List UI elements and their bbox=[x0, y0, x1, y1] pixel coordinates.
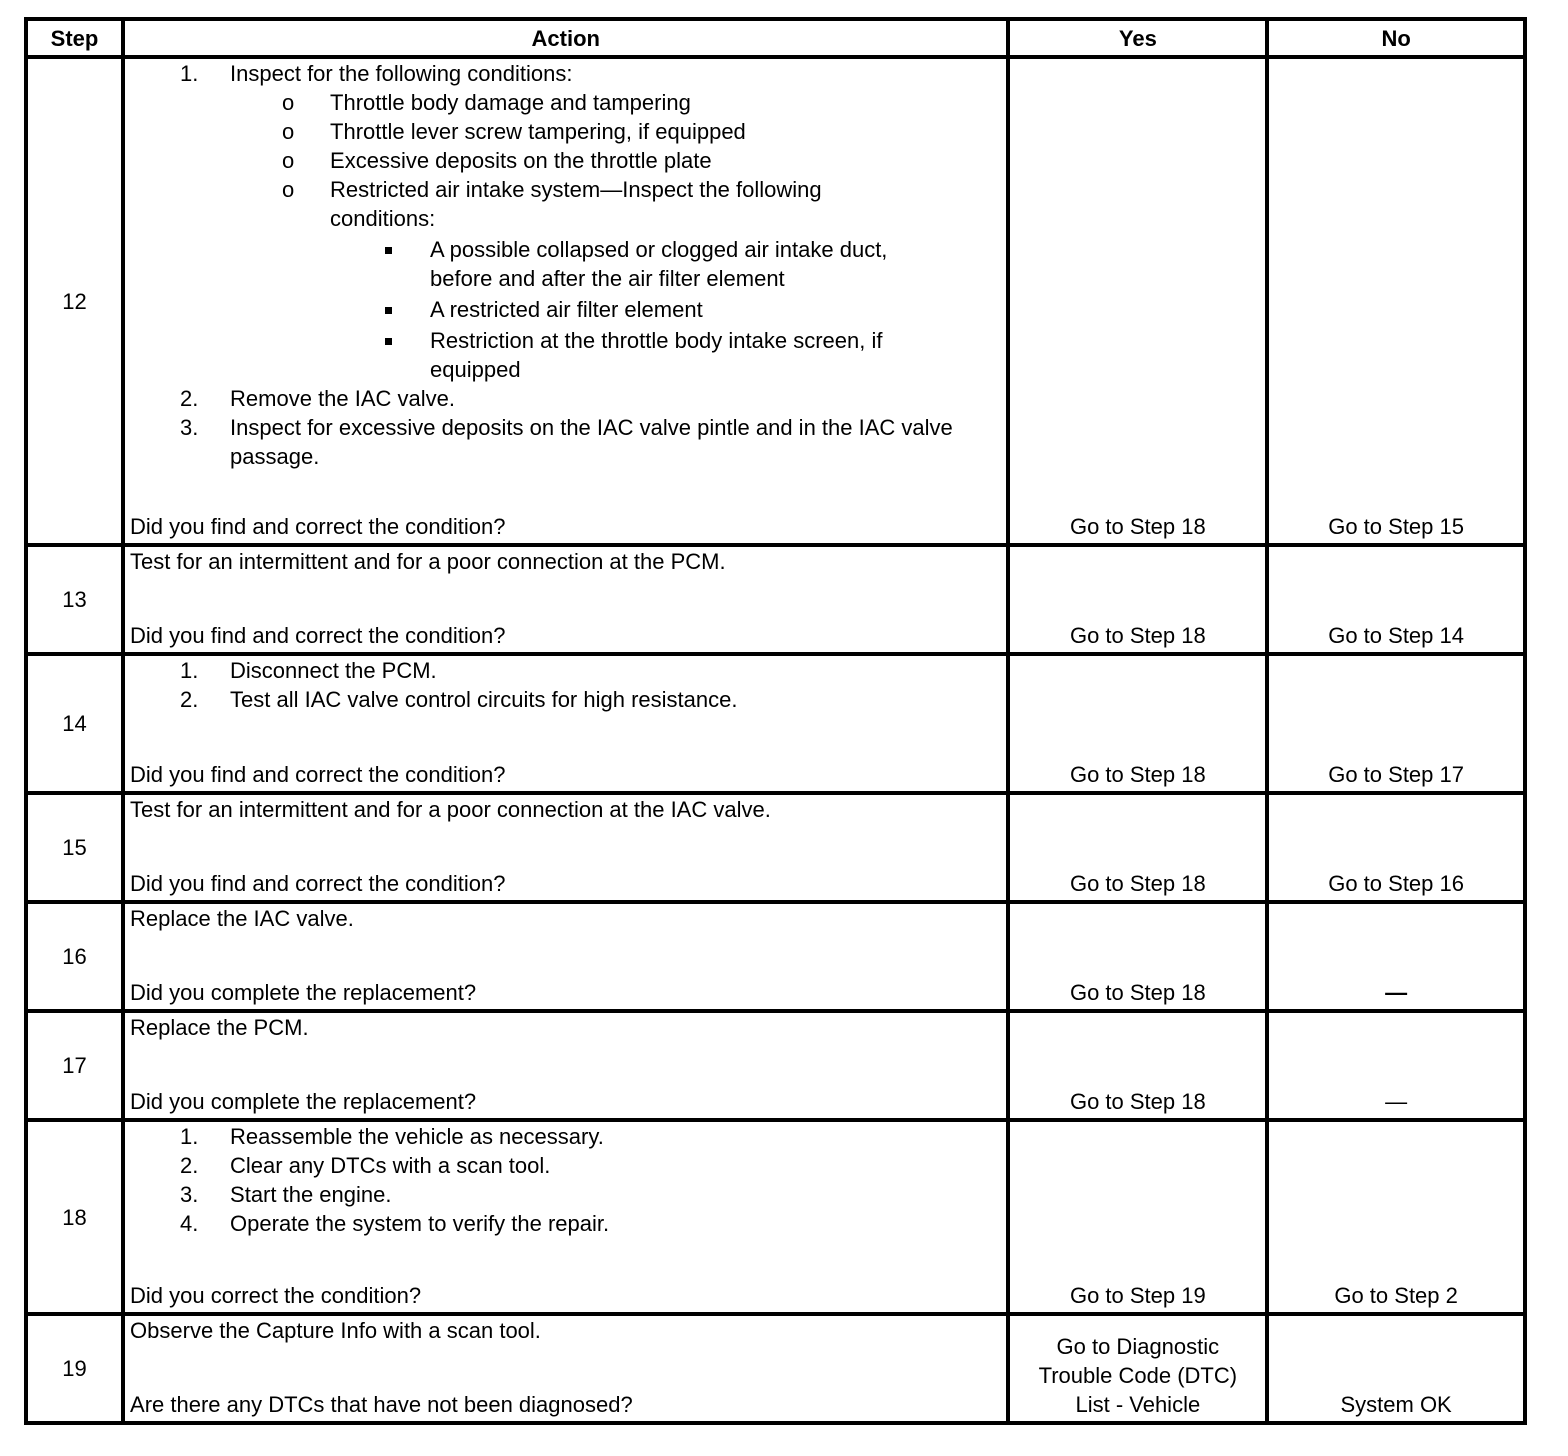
question-text: Did you find and correct the condition? bbox=[130, 762, 506, 787]
list-number: 3. bbox=[180, 415, 199, 440]
header-yes: Yes bbox=[1008, 19, 1267, 57]
list-item bbox=[130, 413, 1000, 471]
step-number: 12 bbox=[26, 57, 123, 545]
no-answer: Go to Step 2 bbox=[1267, 1120, 1525, 1314]
table-row bbox=[26, 902, 1525, 1011]
list-number: 4. bbox=[180, 1211, 199, 1236]
table-row bbox=[26, 1011, 1525, 1120]
step-number: 13 bbox=[26, 545, 123, 654]
list-item-text: Operate the system to verify the repair. bbox=[230, 1211, 610, 1236]
sub-list bbox=[130, 88, 1000, 384]
list-number: 2. bbox=[180, 386, 199, 411]
yes-answer: Go to Step 19 bbox=[1008, 1120, 1267, 1314]
step-number: 14 bbox=[26, 654, 123, 793]
header-step: Step bbox=[26, 19, 123, 57]
question-text: Did you complete the replacement? bbox=[130, 1089, 477, 1114]
no-answer: — bbox=[1267, 1011, 1525, 1120]
header-action: Action bbox=[123, 19, 1008, 57]
list-item-text: Throttle lever screw tampering, if equipped bbox=[330, 119, 746, 144]
yes-answer: Go to Step 18 bbox=[1008, 902, 1267, 1011]
action-text: Test for an intermittent and for a poor connection at the IAC valve. bbox=[130, 797, 771, 822]
list-item bbox=[130, 117, 1000, 146]
list-item-text: A possible collapsed or clogged air intake duct, before and after the air filter element bbox=[430, 237, 888, 291]
diagnostic-table bbox=[24, 17, 1527, 1425]
no-answer: System OK bbox=[1267, 1314, 1525, 1423]
action-cell bbox=[123, 902, 1008, 1011]
yes-answer: Go to Diagnostic Trouble Code (DTC) List - Vehicle bbox=[1008, 1314, 1267, 1423]
no-answer: Go to Step 17 bbox=[1267, 654, 1525, 793]
list-item-text: Reassemble the vehicle as necessary. bbox=[230, 1124, 604, 1149]
list-item-text: Clear any DTCs with a scan tool. bbox=[230, 1153, 551, 1178]
action-cell bbox=[123, 1120, 1008, 1314]
table-row bbox=[26, 1120, 1525, 1314]
yes-answer: Go to Step 18 bbox=[1008, 793, 1267, 902]
question-text: Did you complete the replacement? bbox=[130, 980, 477, 1005]
table-row bbox=[26, 793, 1525, 902]
list-item bbox=[130, 235, 910, 293]
action-cell bbox=[123, 654, 1008, 793]
numbered-list bbox=[130, 59, 1000, 471]
action-cell bbox=[123, 1314, 1008, 1423]
list-item bbox=[130, 88, 1000, 117]
table-row bbox=[26, 57, 1525, 545]
action-text: Observe the Capture Info with a scan tool. bbox=[130, 1318, 541, 1343]
numbered-list bbox=[130, 1122, 1000, 1238]
list-item-text: Restricted air intake system—Inspect the following conditions: bbox=[330, 177, 822, 231]
bullet-square-icon bbox=[385, 338, 392, 345]
list-item-text: Inspect for excessive deposits on the IAC valve pintle and in the IAC valve passage. bbox=[230, 415, 953, 469]
action-text: Test for an intermittent and for a poor connection at the PCM. bbox=[130, 549, 726, 574]
sub-sub-list bbox=[130, 235, 910, 384]
list-item-text: A restricted air filter element bbox=[430, 297, 703, 322]
action-cell bbox=[123, 545, 1008, 654]
numbered-list bbox=[130, 656, 1000, 714]
question-text: Did you find and correct the condition? bbox=[130, 623, 506, 648]
action-cell bbox=[123, 57, 1008, 545]
list-item-text: Excessive deposits on the throttle plate bbox=[330, 148, 712, 173]
bullet-circle-icon: o bbox=[282, 148, 295, 173]
step-number: 17 bbox=[26, 1011, 123, 1120]
list-item-text: Start the engine. bbox=[230, 1182, 392, 1207]
list-item bbox=[130, 175, 1000, 384]
list-number: 2. bbox=[180, 687, 199, 712]
list-item bbox=[130, 146, 1000, 175]
bullet-square-icon bbox=[385, 307, 392, 314]
list-number: 3. bbox=[180, 1182, 199, 1207]
list-item-text: Test all IAC valve control circuits for high resistance. bbox=[230, 687, 738, 712]
yes-answer: Go to Step 18 bbox=[1008, 545, 1267, 654]
list-item bbox=[130, 326, 910, 384]
step-number: 19 bbox=[26, 1314, 123, 1423]
question-text: Did you find and correct the condition? bbox=[130, 871, 506, 896]
list-number: 1. bbox=[180, 658, 199, 683]
step-number: 16 bbox=[26, 902, 123, 1011]
list-item bbox=[130, 295, 910, 324]
list-item-text: Remove the IAC valve. bbox=[230, 386, 456, 411]
list-item-text: Disconnect the PCM. bbox=[230, 658, 437, 683]
step-number: 15 bbox=[26, 793, 123, 902]
bullet-circle-icon: o bbox=[282, 119, 295, 144]
bullet-circle-icon: o bbox=[282, 90, 295, 115]
list-item bbox=[130, 1209, 1000, 1238]
no-answer: — bbox=[1267, 902, 1525, 1011]
action-cell bbox=[123, 1011, 1008, 1120]
no-answer: Go to Step 16 bbox=[1267, 793, 1525, 902]
action-cell bbox=[123, 793, 1008, 902]
question-text: Are there any DTCs that have not been diagnosed? bbox=[130, 1392, 633, 1417]
yes-answer: Go to Step 18 bbox=[1008, 57, 1267, 545]
list-number: 1. bbox=[180, 1124, 199, 1149]
table-row bbox=[26, 545, 1525, 654]
table-row bbox=[26, 654, 1525, 793]
list-item bbox=[130, 59, 1000, 384]
list-item-text: Restriction at the throttle body intake screen, if equipped bbox=[430, 328, 883, 382]
no-answer: Go to Step 14 bbox=[1267, 545, 1525, 654]
action-text: Replace the IAC valve. bbox=[130, 906, 354, 931]
table-row bbox=[26, 1314, 1525, 1423]
list-number: 2. bbox=[180, 1153, 199, 1178]
list-item bbox=[130, 1180, 1000, 1209]
yes-answer: Go to Step 18 bbox=[1008, 654, 1267, 793]
bullet-square-icon bbox=[385, 247, 392, 254]
question-text: Did you find and correct the condition? bbox=[130, 514, 506, 539]
question-text: Did you correct the condition? bbox=[130, 1283, 422, 1308]
step-number: 18 bbox=[26, 1120, 123, 1314]
list-item-text: Inspect for the following conditions: bbox=[230, 61, 573, 86]
list-item bbox=[130, 384, 1000, 413]
action-text: Replace the PCM. bbox=[130, 1015, 309, 1040]
yes-answer: Go to Step 18 bbox=[1008, 1011, 1267, 1120]
header-no: No bbox=[1267, 19, 1525, 57]
list-number: 1. bbox=[180, 61, 199, 86]
list-item bbox=[130, 1151, 1000, 1180]
header-row bbox=[26, 19, 1525, 57]
list-item bbox=[130, 656, 1000, 685]
bullet-circle-icon: o bbox=[282, 177, 295, 202]
no-answer: Go to Step 15 bbox=[1267, 57, 1525, 545]
list-item bbox=[130, 685, 1000, 714]
list-item-text: Throttle body damage and tampering bbox=[330, 90, 691, 115]
list-item bbox=[130, 1122, 1000, 1151]
